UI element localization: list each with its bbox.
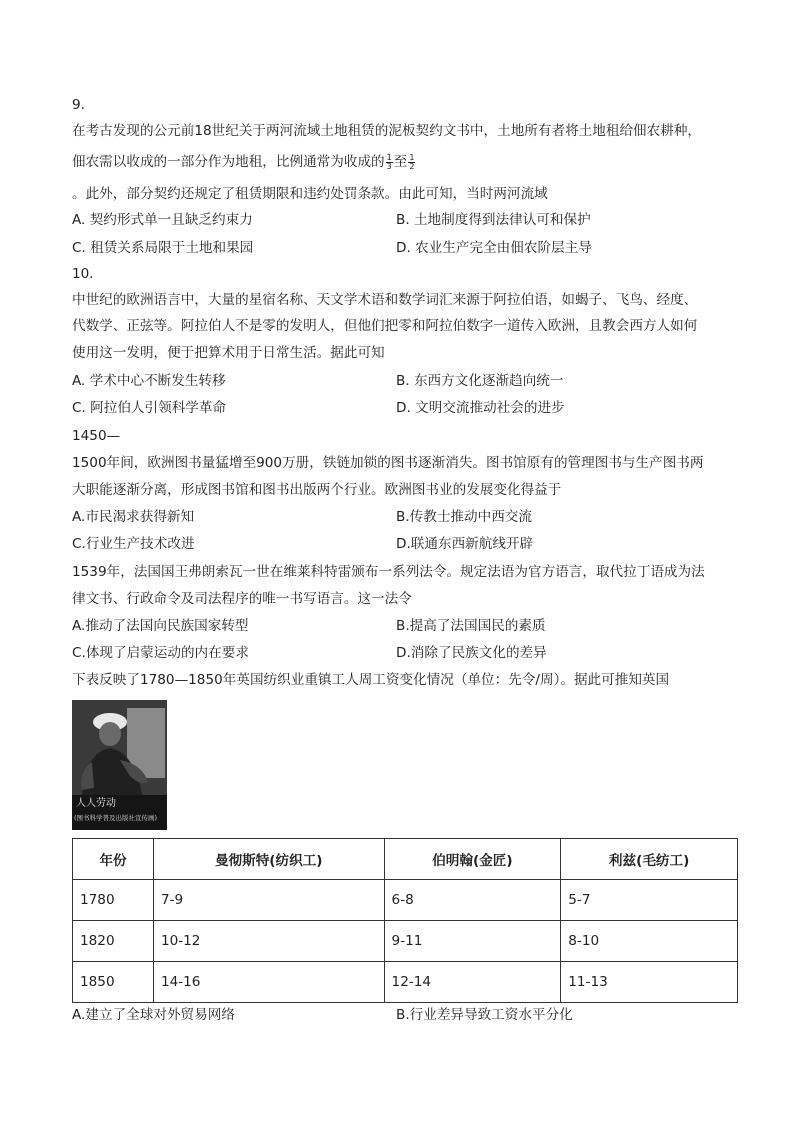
q10-number: 10. [72, 266, 94, 282]
q11-option-a[interactable]: A.市民渴求获得新知 [72, 509, 195, 525]
q9-option-a[interactable]: A. 契约形式单一且缺乏约束力 [72, 212, 253, 228]
q11-option-c[interactable]: C.行业生产技术改进 [72, 536, 195, 552]
q13-option-b[interactable]: B.行业差异导致工资水平分化 [396, 1007, 573, 1023]
q13-stem-line1: 下表反映了1780—1850年英国纺织业重镇工人周工资变化情况（单位：先令/周）。据此可推知英国 [72, 672, 670, 688]
fraction-one-half: $\frac{1}{2}$ [409, 152, 415, 171]
q12-stem-line1: 1539年，法国国王弗朗索瓦一世在维莱科特雷颁布一系列法令。规定法语为官方语言，取代拉丁语成为法 [72, 564, 705, 580]
table-cell: 10-12 [153, 921, 384, 962]
table-cell: 1780 [73, 880, 154, 921]
q12-option-d[interactable]: D.消除了民族文化的差异 [396, 645, 547, 661]
q12-stem-line2: 律文书、行政命令及司法程序的唯一书写语言。这一法令 [72, 591, 412, 607]
worker-figure-illustration [72, 700, 167, 830]
q9-option-c[interactable]: C. 租赁关系局限于土地和果园 [72, 240, 254, 256]
q12-option-b[interactable]: B.提高了法国国民的素质 [396, 618, 546, 634]
q11-stem-line3: 大职能逐渐分离，形成图书馆和图书出版两个行业。欧洲图书业的发展变化得益于 [72, 482, 562, 498]
q10-option-b[interactable]: B. 东西方文化逐渐趋向统一 [396, 373, 564, 389]
q9-option-d[interactable]: D. 农业生产完全由佃农阶层主导 [396, 240, 592, 256]
q9-to-word: 至 [393, 154, 408, 170]
table-row [73, 880, 738, 921]
header-manchester: 曼彻斯特(纺织工) [153, 839, 384, 880]
table-cell: 12-14 [384, 962, 561, 1003]
q10-option-a[interactable]: A. 学术中心不断发生转移 [72, 373, 226, 389]
q10-stem-line2: 代数学、正弦等。阿拉伯人不是零的发明人，但他们把零和阿拉伯数字一道传入欧洲，且教会西方人如何 [72, 318, 698, 334]
table-cell: 14-16 [153, 962, 384, 1003]
header-year: 年份 [73, 839, 154, 880]
table-cell: 9-11 [384, 921, 561, 962]
q10-option-c[interactable]: C. 阿拉伯人引领科学革命 [72, 400, 227, 416]
q11-stem-line1: 1450— [72, 428, 121, 444]
q11-option-d[interactable]: D.联通东西新航线开辟 [396, 536, 534, 552]
poster-subcaption: (图书科学普及出版社宣传画) [74, 814, 158, 822]
q9-stem-line2 [72, 152, 416, 172]
q13-option-a[interactable]: A.建立了全球对外贸易网络 [72, 1007, 235, 1023]
header-leeds: 利兹(毛纺工) [561, 839, 738, 880]
fraction-one-third: $\frac{1}{3}$ [386, 152, 392, 171]
poster-image [72, 700, 167, 830]
q12-option-c[interactable]: C.体现了启蒙运动的内在要求 [72, 645, 249, 661]
table-cell: 1850 [73, 962, 154, 1003]
q10-stem-line3: 使用这一发明，便于把算术用于日常生活。据此可知 [72, 345, 385, 361]
poster-caption: 人人劳动 [76, 798, 116, 809]
table-cell: 1820 [73, 921, 154, 962]
table-header-row [73, 839, 738, 880]
q9-option-b[interactable]: B. 土地制度得到法律认可和保护 [396, 212, 591, 228]
header-birmingham: 伯明翰(金匠) [384, 839, 561, 880]
wage-table [72, 838, 738, 1003]
q10-option-d[interactable]: D. 文明交流推动社会的进步 [396, 400, 565, 416]
q12-option-a[interactable]: A.推动了法国向民族国家转型 [72, 618, 249, 634]
table-cell: 7-9 [153, 880, 384, 921]
q9-stem-line1: 在考古发现的公元前18世纪关于两河流域土地租赁的泥板契约文书中，土地所有者将土地租给佃农耕种， [72, 123, 702, 139]
table-cell: 11-13 [561, 962, 738, 1003]
table-row [73, 962, 738, 1003]
table-cell: 6-8 [384, 880, 561, 921]
q10-stem-line1: 中世纪的欧洲语言中，大量的星宿名称、天文学术语和数学词汇来源于阿拉伯语，如蝎子、飞鸟、经度、 [72, 292, 698, 308]
table-cell: 8-10 [561, 921, 738, 962]
q11-stem-line2: 1500年间，欧洲图书量猛增至900万册，铁链加锁的图书逐渐消失。图书馆原有的管理图书与生产图书两 [72, 455, 704, 471]
q9-number: 9. [72, 97, 85, 113]
q11-option-b[interactable]: B.传教士推动中西交流 [396, 509, 532, 525]
table-cell: 5-7 [561, 880, 738, 921]
q9-stem-line3: 。此外，部分契约还规定了租赁期限和违约处罚条款。由此可知，当时两河流域 [72, 186, 548, 202]
table-row [73, 921, 738, 962]
q9-stem-text: 佃农需以收成的一部分作为地租，比例通常为收成的 [72, 154, 385, 170]
